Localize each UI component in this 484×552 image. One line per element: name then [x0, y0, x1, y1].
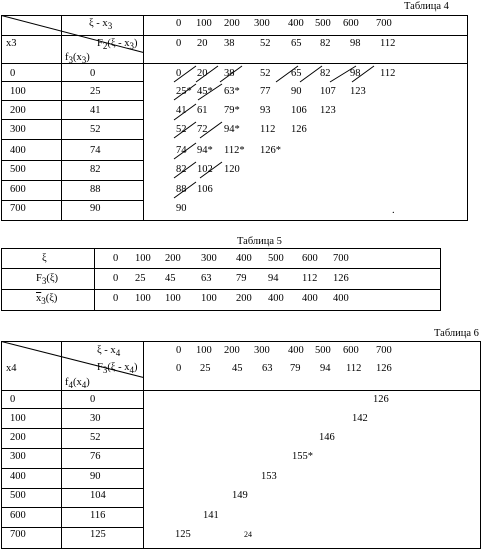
table4-row-x3: 300 [10, 124, 26, 135]
table4-cell: 112* [224, 145, 245, 156]
table4-row-f3: 74 [90, 145, 101, 156]
table4-cell: 82 [176, 164, 187, 175]
table6-col-header: 0 [176, 345, 182, 356]
table4-F2-value: 38 [224, 38, 235, 49]
table4-cell: 72 [197, 124, 208, 135]
table4-cell: 126* [260, 145, 281, 156]
table4-cell: 45* [197, 86, 213, 97]
table4-cell: 126 [291, 124, 307, 135]
table6-row-f4: 125 [90, 529, 106, 540]
table6-F3-value: 126 [376, 363, 392, 374]
table6-cell: 141 [203, 510, 219, 521]
table4-col-header: 300 [254, 18, 270, 29]
table4-cell: 123 [320, 105, 336, 116]
table4-F2-value: 98 [350, 38, 361, 49]
table4-F2-value: 82 [320, 38, 331, 49]
table4-row-f3: 25 [90, 86, 101, 97]
table4-row-f3: 52 [90, 124, 101, 135]
table4-cell: 61 [197, 105, 208, 116]
table4-header-x3: x3 [6, 38, 17, 49]
table4-row-x3: 100 [10, 86, 26, 97]
table5-xi-value: 200 [165, 253, 181, 264]
table4-row-x3: 400 [10, 145, 26, 156]
table4-row-f3: 90 [90, 203, 101, 214]
table4-cell: 74 [176, 145, 187, 156]
table5-x3-value: 100 [135, 293, 151, 304]
table6-cell: 125 [175, 529, 191, 540]
table4-cell: 52 [260, 68, 271, 79]
table5-xi-value: 700 [333, 253, 349, 264]
table6-row-x4: 100 [10, 413, 26, 424]
table4-cell: 63* [224, 86, 240, 97]
table4-col-header: 200 [224, 18, 240, 29]
table5-F3-value: 45 [165, 273, 176, 284]
table5-xi-value: 100 [135, 253, 151, 264]
table6-cell: 126 [373, 394, 389, 405]
table4-header-F2: $F_2(\xi - x_3)$ [97, 38, 138, 52]
table4-cell: 102 [197, 164, 213, 175]
table4-cell: 112 [380, 68, 396, 79]
table4-row-x3: 600 [10, 184, 26, 195]
table5-F3-value: 79 [236, 273, 247, 284]
table6-row-f4: 52 [90, 432, 101, 443]
table4-col-header: 700 [376, 18, 392, 29]
table6-col-header: 500 [315, 345, 331, 356]
table4-row-f3: 88 [90, 184, 101, 195]
table6-col-header: 400 [288, 345, 304, 356]
table5-caption: Таблица 5 [237, 236, 282, 247]
table6-row-x4: 200 [10, 432, 26, 443]
table4-cell: 112 [260, 124, 276, 135]
table4-cell: 123 [350, 86, 366, 97]
table4-cell: 25* [176, 86, 192, 97]
table6-row-f4: 0 [90, 394, 96, 405]
table5-xi-value: 500 [268, 253, 284, 264]
table5-xi-value: 600 [302, 253, 318, 264]
table6-row-x4: 0 [10, 394, 16, 405]
table4-cell: 106 [291, 105, 307, 116]
table4-cell: 0 [176, 68, 182, 79]
table4-F2-value: 65 [291, 38, 302, 49]
table5-x3-value: 400 [333, 293, 349, 304]
table5-F3-value: 112 [302, 273, 318, 284]
page-number: 24 [244, 530, 252, 539]
table6-cell: 153 [261, 471, 277, 482]
table4-row-x3: 200 [10, 105, 26, 116]
table6-col-header: 700 [376, 345, 392, 356]
table5-F3-value: 126 [333, 273, 349, 284]
table4-cell: 90 [176, 203, 187, 214]
table6-header-x4: x4 [6, 363, 17, 374]
table6-caption: Таблица 6 [434, 328, 479, 339]
table4-row-f3: 82 [90, 164, 101, 175]
table6-col-header: 600 [343, 345, 359, 356]
table6-F3-value: 63 [262, 363, 273, 374]
table4-header-diff: ξ - $x_3$ [89, 18, 113, 32]
table5-xi-label: ξ [42, 253, 47, 264]
table5-x3-value: 0 [113, 293, 119, 304]
table6-cell: 146 [319, 432, 335, 443]
table6-F3-value: 45 [232, 363, 243, 374]
table4-row-f3: 0 [90, 68, 96, 79]
table4-cell: 88 [176, 184, 187, 195]
table5-x3-label: $\overline{x}_3(\xi)$ [36, 293, 58, 307]
table4-row-x3: 0 [10, 68, 16, 79]
table6-row-f4: 104 [90, 490, 106, 501]
table4-caption: Таблица 4 [404, 1, 449, 12]
table6-row-f4: 116 [90, 510, 106, 521]
table6-row-f4: 30 [90, 413, 101, 424]
table4-cell: 65 [291, 68, 302, 79]
table4-cell: 120 [224, 164, 240, 175]
table5-F3-value: 94 [268, 273, 279, 284]
table6-col-header: 300 [254, 345, 270, 356]
table6-row-x4: 500 [10, 490, 26, 501]
table4-cell: 77 [260, 86, 271, 97]
table6-col-header: 100 [196, 345, 212, 356]
table4-row-f3: 41 [90, 105, 101, 116]
table4-cell: 94* [197, 145, 213, 156]
table5-xi-value: 400 [236, 253, 252, 264]
table4-cell: 90 [291, 86, 302, 97]
table4-cell: 98 [350, 68, 361, 79]
table5-F3-label: $F_3(\xi)$ [36, 273, 59, 287]
table5-F3-value: 25 [135, 273, 146, 284]
table6-cell: 155* [292, 451, 313, 462]
table6-row-f4: 90 [90, 471, 101, 482]
table4-F2-value: 0 [176, 38, 182, 49]
table5-F3-value: 0 [113, 273, 119, 284]
table4-F2-value: 52 [260, 38, 271, 49]
table4-cell: 94* [224, 124, 240, 135]
table5-x3-value: 400 [268, 293, 284, 304]
table5-xi-value: 300 [201, 253, 217, 264]
table4-cell: 41 [176, 105, 187, 116]
table4-cell: 79* [224, 105, 240, 116]
table6-header-diff: ξ - $x_4$ [97, 345, 121, 359]
table4-cell: 107 [320, 86, 336, 97]
table4-F2-value: 112 [380, 38, 396, 49]
table6-F3-value: 112 [346, 363, 362, 374]
table6-row-x4: 300 [10, 451, 26, 462]
table6-F3-value: 79 [290, 363, 301, 374]
table6-F3-value: 0 [176, 363, 182, 374]
table6-row-f4: 76 [90, 451, 101, 462]
table4-col-header: 500 [315, 18, 331, 29]
table4-col-header: 600 [343, 18, 359, 29]
table5-x3-value: 200 [236, 293, 252, 304]
table4-col-header: 400 [288, 18, 304, 29]
table4-cell: 38 [224, 68, 235, 79]
table5-x3-value: 400 [302, 293, 318, 304]
table4-dot: . [392, 205, 395, 216]
table5-x3-value: 100 [201, 293, 217, 304]
table4-cell: 82 [320, 68, 331, 79]
table4-F2-value: 20 [197, 38, 208, 49]
table6-row-x4: 600 [10, 510, 26, 521]
table4-header-f3: $f_3(x_3)$ [65, 52, 90, 66]
table4-cell: 93 [260, 105, 271, 116]
table5-xi-value: 0 [113, 253, 119, 264]
table6-row-x4: 400 [10, 471, 26, 482]
table4-cell: 106 [197, 184, 213, 195]
table6-header-F3: $F_3(\xi - x_4)$ [97, 362, 138, 376]
table4-col-header: 100 [196, 18, 212, 29]
table4-cell: 52 [176, 124, 187, 135]
table6-col-header: 200 [224, 345, 240, 356]
table6-cell: 149 [232, 490, 248, 501]
table4-row-x3: 500 [10, 164, 26, 175]
table6-F3-value: 25 [200, 363, 211, 374]
table6-header-f4: $f_4(x_4)$ [65, 377, 90, 391]
table4-col-header: 0 [176, 18, 182, 29]
table4-row-x3: 700 [10, 203, 26, 214]
table4-cell: 20 [197, 68, 208, 79]
table6-cell: 142 [352, 413, 368, 424]
table6-row-x4: 700 [10, 529, 26, 540]
table6-F3-value: 94 [320, 363, 331, 374]
table5-F3-value: 63 [201, 273, 212, 284]
table5-x3-value: 100 [165, 293, 181, 304]
